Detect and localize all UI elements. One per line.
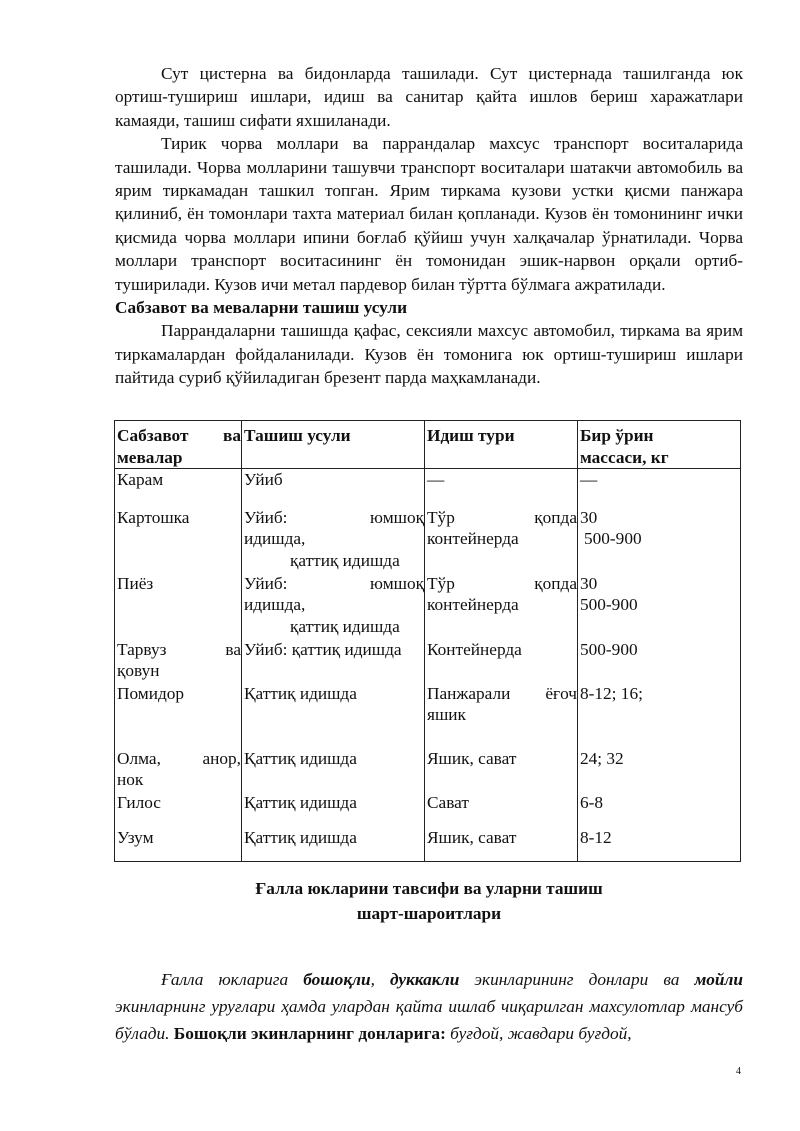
header-method: Ташиш усули — [242, 421, 425, 469]
cell-product: Узум — [115, 827, 242, 862]
table-row — [115, 792, 741, 827]
cell-method: Қаттиқ идишда — [242, 748, 425, 792]
cell-container: Тўр қопда контейнерда — [425, 573, 578, 639]
cell-container: Контейнерда — [425, 639, 578, 683]
cell-method: Қаттиқ идишда — [242, 827, 425, 862]
cell-mass: — — [578, 469, 741, 507]
cell-mass: 24; 32 — [578, 748, 741, 792]
header-container: Идиш тури — [425, 421, 578, 469]
top-text-block — [115, 62, 743, 390]
cell-mass: 30 500-900 — [578, 507, 741, 573]
page-number: 4 — [736, 1066, 741, 1077]
paragraph-poultry: Паррандаларни ташишда қафас, сексияли махсус автомобил, тиркама ва ярим тиркамалардан фойдаланилади. Кузов ён томонига юк ортиш-тушириш ишлари пайтида суриб қўйиладиган брезент парда маҳкамланади. — [115, 321, 743, 388]
cell-method: Уйиб: юмшоқ идишда, қаттиқ идишда — [242, 507, 425, 573]
cell-method: Уйиб — [242, 469, 425, 507]
cell-container: Сават — [425, 792, 578, 827]
transport-table — [114, 420, 741, 862]
table-header-row — [115, 421, 741, 469]
table-row — [115, 639, 741, 683]
cell-mass: 6-8 — [578, 792, 741, 827]
cell-product: Помидор — [115, 683, 242, 748]
section-heading-vegetables: Сабзавот ва меваларни ташиш усули — [115, 298, 408, 318]
table-row — [115, 573, 741, 639]
bottom-text-block — [115, 966, 743, 1047]
cell-method: Уйиб: юмшоқ идишда, қаттиқ идишда — [242, 573, 425, 639]
cell-product: Пиёз — [115, 573, 242, 639]
paragraph-milk: Сут цистерна ва бидонларда ташилади. Сут цистернада ташилганда юк ортиш-тушириш ишлари, идиш ва санитар қайта ишлов бериш харажатлари камаяди, ташиш сифати яхшиланади. — [115, 64, 743, 130]
cell-method: Қаттиқ идишда — [242, 792, 425, 827]
cell-product: Картошка — [115, 507, 242, 573]
cell-method: Қаттиқ идишда — [242, 683, 425, 748]
header-vegetables: Сабзавот ва мевалар — [115, 421, 242, 469]
header-mass: Бир ўрин массаси, кг — [578, 421, 741, 469]
table-row — [115, 507, 741, 573]
cell-mass: 8-12; 16; — [578, 683, 741, 748]
table-row — [115, 827, 741, 862]
paragraph-grain: Ғалла юкларига бошоқли, дуккакли экинларининг донлари ва мойли экинларнинг уруғлари ҳамда улардан қайта ишлаб чиқарилган махсулотлар мансуб бўлади. Бошоқли экинларнинг донларига: буғдой, жавдари буғдой, — [115, 970, 744, 1043]
paragraph-livestock: Тирик чорва моллари ва паррандалар махсус транспорт воситаларида ташилади. Чорва молларини ташувчи транспорт воситалари шатакчи автомобиль ва ярим тиркамадан ташкил топган. Ярим тиркама кузови устки қисми панжара қилиниб, ён томонлари тахта материал билан қопланади. Кузов ён томонининг ички қисмида чорва моллари ипини боғлаб қўйиш учун халқачалар ўрнатилади. Чорва моллари транспорт воситасининг ён томонидан эшик-нарвон орқали ортиб-туширилади. Кузов ичи метал пардевор билан тўртта бўлмага ажратилади. — [115, 134, 743, 294]
section-heading-grain: Ғалла юкларини тавсифи ва уларни ташиш шарт-шароитлари — [255, 879, 603, 923]
cell-product: Олма, анор, нок — [115, 748, 242, 792]
cell-mass: 500-900 — [578, 639, 741, 683]
cell-method: Уйиб: қаттиқ идишда — [242, 639, 425, 683]
cell-container: Яшик, сават — [425, 748, 578, 792]
cell-product: Гилос — [115, 792, 242, 827]
cell-mass: 30 500-900 — [578, 573, 741, 639]
cell-container: Тўр қопда контейнерда — [425, 507, 578, 573]
table-row — [115, 469, 741, 507]
cell-product: Карам — [115, 469, 242, 507]
table-row — [115, 683, 741, 748]
cell-product: Тарвуз ва қовун — [115, 639, 242, 683]
cell-container: Панжарали ёғоч яшик — [425, 683, 578, 748]
cell-container: — — [425, 469, 578, 507]
cell-container: Яшик, сават — [425, 827, 578, 862]
cell-mass: 8-12 — [578, 827, 741, 862]
table-row — [115, 748, 741, 792]
